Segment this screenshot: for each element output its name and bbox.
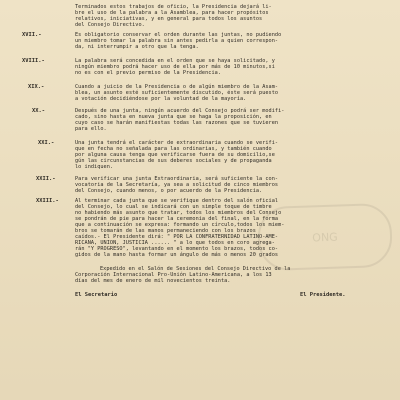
text-line: relativos, iniciativas, y en general para todos los asuntos: [75, 16, 263, 22]
text-line: Terminados estos trabajos de oficio, la Presidencia dejará li-: [75, 4, 272, 10]
text-line: RICANA, UNION, JUSTICIA ...... " a lo que todos en coro agrega-: [75, 240, 275, 246]
text-line: Para verificar una junta Extraordinaria, será suficiente la con-: [75, 176, 279, 182]
text-line: Es obligatorio conservar el orden durante las juntas, no pudiendo: [75, 32, 282, 38]
text-line: a votación decidiéndose por la voluntad de la mayoría.: [75, 96, 247, 102]
text-line: gidos de la mano hasta formar un ángulo de más o menos 20 grados: [75, 252, 279, 258]
closing-line: días del mes de enero de mil novecientos treinta.: [75, 278, 231, 284]
text-line: para ello.: [75, 126, 107, 132]
clause-19: XIX.-: [28, 84, 45, 90]
president-signature-label: El Presidente.: [300, 292, 346, 298]
text-line: Cuando a juicio de la Presidencia o de algún miembro de la Asam-: [75, 84, 279, 90]
text-line: cuyo caso se harán manifiestas todas las razones que se tuvieren: [75, 120, 279, 126]
text-line: que en fecha no señalada para las ordinarias, y también cuando: [75, 146, 272, 152]
clause-18: XVIII.-: [22, 58, 45, 64]
text-line: cado, sino hasta en nueva junta que se haga la proposición, en: [75, 114, 272, 120]
text-line: del Consejo Directivo.: [75, 22, 145, 28]
text-line: gún las circunstancias de sus deberes sociales y de propaganda: [75, 158, 272, 164]
faint-stamp: ONG: [257, 203, 393, 272]
text-line: que a continuación se expresa: formando un círculo,todos los miem-: [75, 222, 285, 228]
clause-21: XXI.-: [38, 140, 55, 146]
text-line: lo indiquen.: [75, 164, 114, 170]
secretary-signature-label: El Secretario: [75, 292, 118, 298]
closing-line: Expedido en el Salón de Sesiones del Consejo Directivo de la: [100, 266, 291, 272]
text-line: caídos.- El Presidente dirá: " POR LA CONFRATERNIDAD LATINO-AME-: [75, 234, 279, 240]
text-line: no es con el previo permiso de la Presidencia.: [75, 70, 221, 76]
text-line: blea, un asunto esté suficientemente discutido, éste será puesto: [75, 90, 279, 96]
text-line: Al terminar cada junta que se verifique dentro del salón oficial: [75, 198, 279, 204]
text-line: vocatoria de la Secretaría, ya sea a solicitud de cinco miembros: [75, 182, 279, 188]
text-line: bre el uso de la palabra a la Asamblea, para hacer propósitos: [75, 10, 269, 16]
text-line: por alguna causa tenga que verificarse fuera de su domicilio,se: [75, 152, 275, 158]
text-line: La palabra será concedida en el orden que se haya solicitado, y: [75, 58, 275, 64]
clause-20: XX.-: [32, 108, 45, 114]
text-line: del Consejo, cuando menos, o por acuerdo de la Presidencia.: [75, 188, 263, 194]
text-line: no habiendo más asunto que tratar, todos los miembros del Consejo: [75, 210, 282, 216]
text-line: rán "Y PROGRESO", levantando en el momento los brazos, todos co-: [75, 246, 279, 252]
text-line: Una junta tendrá el carácter de extraordinaria cuando se verifi-: [75, 140, 279, 146]
text-line: un miembro tomar la palabra sin antes pedirla a quien correspon-: [75, 38, 279, 44]
text-line: Después de una junta, ningún acuerdo del Consejo podrá ser modifi-: [75, 108, 285, 114]
text-line: se pondrán de pie para hacer la ceremonia del final, en la forma: [75, 216, 279, 222]
text-line: bros se tomarán de las manos permaneciendo con los brazos: [75, 228, 256, 234]
text-line: ningún miembro podrá hacer uso de ella por más de 10 minutos,si: [75, 64, 275, 70]
clause-17: XVII.-: [22, 32, 42, 38]
text-line: del Consejo, lo cual se indicará con un simple toque de timbre: [75, 204, 272, 210]
closing-line: Corporación Internacional Pro-Unión Latino-Americana, a los 13: [75, 272, 272, 278]
text-line: da, ni interrumpir a otro que la tenga.: [75, 44, 199, 50]
clause-22: XXII.-: [36, 176, 56, 182]
clause-23: XXIII.-: [36, 198, 59, 204]
